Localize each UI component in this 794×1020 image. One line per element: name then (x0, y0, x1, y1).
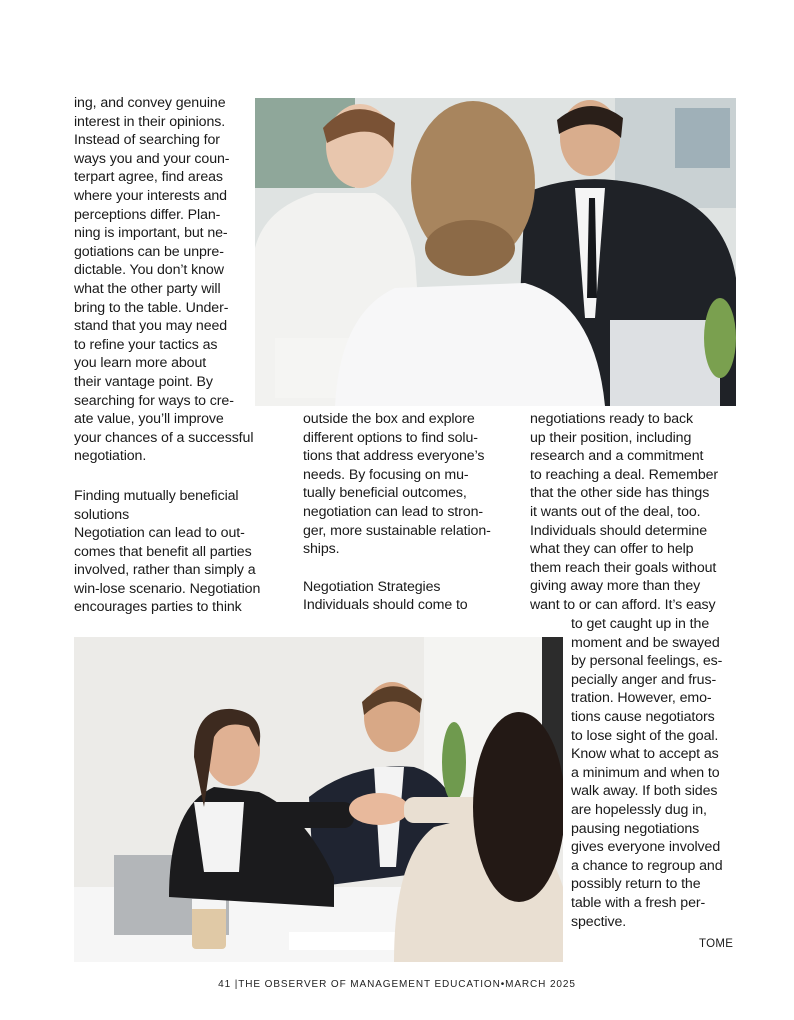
footer-separator: | (231, 979, 239, 990)
photo-interview-meeting (255, 98, 736, 406)
publication-name: THE OBSERVER OF MANAGEMENT EDUCATION (238, 979, 501, 990)
issue-date: MARCH 2025 (505, 979, 576, 990)
col1-subheading: Finding mutually beneficial solutions (74, 488, 239, 523)
col1-paragraph-1: ing, and convey genuine interest in their opinions. Instead of searching for ways you and your coun- terpart agree, find areas where your interests and perceptions differ. Plan- ning is important, but ne- gotiations can be unpre- dictable. You don’t know what the other party will bring to the table. Under- stand that you may need to refine your tactics as you learn more about their vantage point. By searching for ways to cre- ate value, you’ll improve your chances of a successful negotiation. (74, 95, 254, 465)
author-name: TOME (699, 938, 734, 950)
col2-subheading: Negotiation Strategies (303, 579, 441, 595)
footer-dot: • (500, 979, 506, 990)
col1-paragraph-2: Negotiation can lead to out- comes that benefit all parties involved, rather than simply a win-lose scenario. Negotiation encourages parties to think (74, 525, 261, 616)
col2-paragraph-1: outside the box and explore different options to find solu- tions that address everyone’s needs. By focusing on mu- tually beneficial outcomes, negotiation can lead to stron- ger, more sustainable relation- ships. (303, 411, 491, 558)
col3-paragraph-bottom: to get caught up in the moment and be swayed by personal feelings, es- pecially anger and frus- tration. However, emo- tions cause negotiators to lose sight of the goal. Know what to accept as a minimum and when to walk away. If both sides are hopelessly dug in, pausing negotiations gives everyone involved a chance to regroup and possibly return to the table with a fresh per- spective. (571, 616, 723, 930)
page-number: 41 (218, 979, 232, 990)
col2-paragraph-2: Individuals should come to (303, 597, 468, 613)
page-footer (0, 979, 794, 990)
photo-handshake-meeting (74, 637, 563, 962)
col3-paragraph-top: negotiations ready to back up their position, including research and a commitment to reaching a deal. Remember that the other side has things it wants out of the deal, too. Individuals should determine what they can offer to help them reach their goals without giving away more than they want to or can afford. It’s easy (530, 411, 719, 613)
